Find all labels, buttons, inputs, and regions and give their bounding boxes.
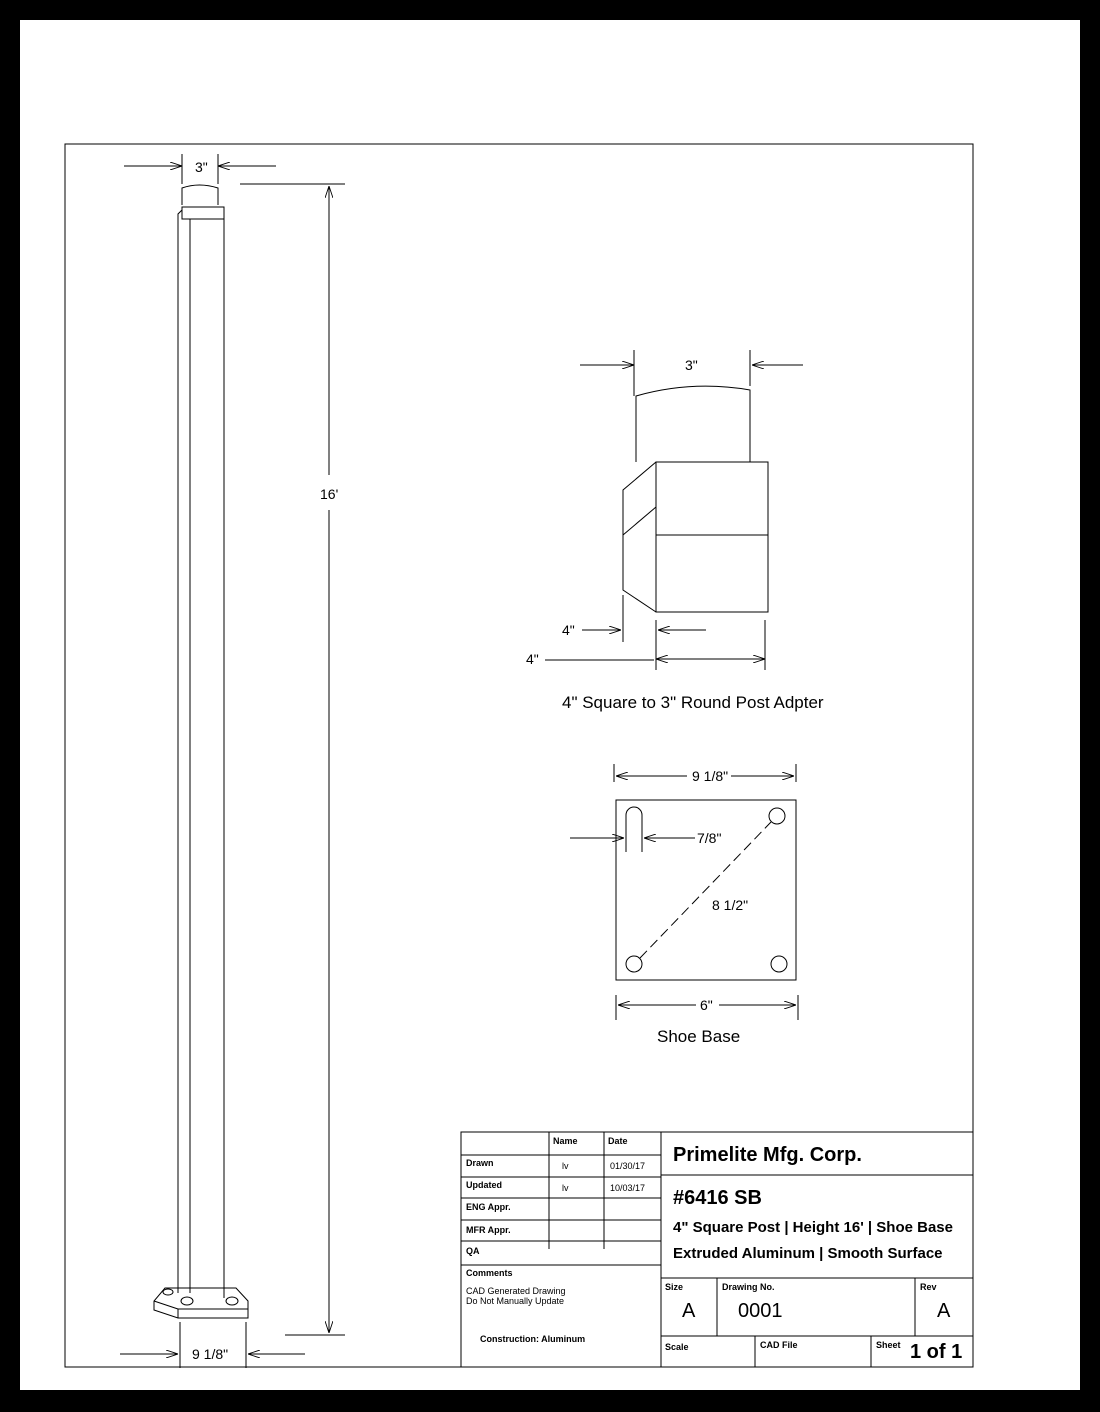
post-elevation [154,185,248,1318]
adapter-caption: 4" Square to 3" Round Post Adpter [562,693,824,712]
shoe-base-hole-label: 7/8" [697,830,722,846]
comments-line-2: Do Not Manually Update [466,1296,565,1306]
adapter-bottom-width-label: 4" [526,651,539,667]
adapter-detail [623,386,768,612]
adapter-top-width-label: 3" [685,357,698,373]
adapter-bottom-dimension [545,620,765,670]
size-label: Size [665,1282,684,1292]
row-qa-label: QA [466,1246,480,1256]
size-value: A [682,1300,696,1322]
post-top-width-label: 3" [195,159,208,175]
drawing-sheet [20,20,1080,1390]
post-base-width-label: 9 1/8" [192,1346,229,1362]
comments-label: Comments [466,1268,513,1278]
shoe-base-width-label: 9 1/8" [692,768,729,784]
shoe-base-inner-width-label: 6" [700,997,713,1013]
company-name: Primelite Mfg. Corp. [673,1144,862,1166]
comments-line-1: CAD Generated Drawing [466,1286,566,1296]
sheet-label: Sheet [876,1340,901,1350]
drawing-no-label: Drawing No. [722,1282,775,1292]
row-drawn-date: 01/30/17 [610,1161,646,1171]
part-number: #6416 SB [673,1187,762,1209]
row-drawn-name: lv [562,1161,569,1171]
shoe-base-caption: Shoe Base [657,1027,741,1046]
shoe-base-diagonal-label: 8 1/2" [712,897,749,913]
technical-drawing [20,20,1080,1390]
row-mfr-appr-label: MFR Appr. [466,1225,511,1235]
description-line-1: 4" Square Post | Height 16' | Shoe Base [673,1219,953,1236]
drawing-border [65,144,973,1367]
adapter-left-offset-label: 4" [562,622,575,638]
scale-label: Scale [665,1342,689,1352]
row-updated-name: lv [562,1183,569,1193]
rev-value: A [937,1300,951,1322]
construction-note: Construction: Aluminum [480,1334,586,1344]
sheet-value: 1 of 1 [910,1341,963,1363]
row-eng-appr-label: ENG Appr. [466,1202,511,1212]
shoe-base-plan [616,800,796,980]
row-updated-date: 10/03/17 [610,1183,646,1193]
description-line-2: Extruded Aluminum | Smooth Surface [673,1245,943,1262]
rev-label: Rev [920,1282,937,1292]
post-height-dimension [240,184,345,1335]
cad-file-label: CAD File [760,1340,798,1350]
post-height-label: 16' [320,486,339,502]
row-updated-label: Updated [466,1180,502,1190]
drawing-no-value: 0001 [738,1300,783,1322]
row-drawn-label: Drawn [466,1158,494,1168]
shoe-base-hole-dimension [570,830,695,852]
col-name-header: Name [553,1136,578,1146]
col-date-header: Date [608,1136,628,1146]
